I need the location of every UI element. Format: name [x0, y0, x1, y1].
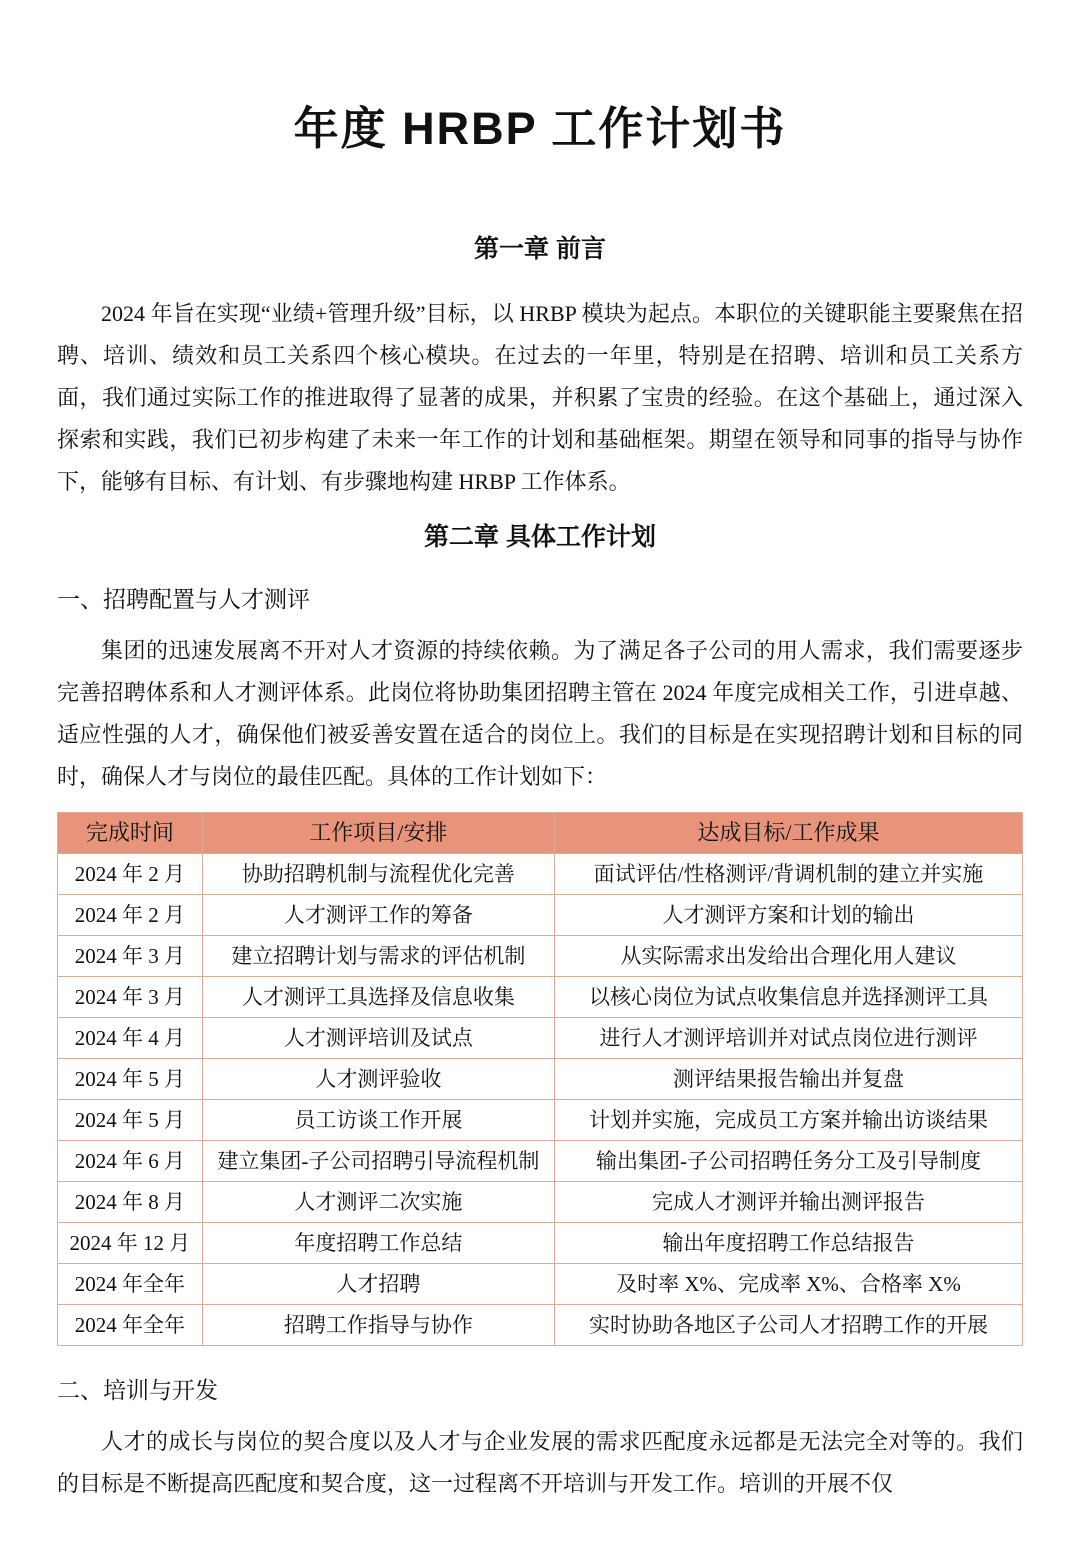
table-cell: 输出集团-子公司招聘任务分工及引导制度 — [554, 1141, 1022, 1182]
table-header-cell: 完成时间 — [58, 813, 203, 854]
table-cell: 及时率 X%、完成率 X%、合格率 X% — [554, 1264, 1022, 1305]
table-cell: 员工访谈工作开展 — [202, 1100, 554, 1141]
table-row — [58, 895, 1023, 936]
table-cell: 测评结果报告输出并复盘 — [554, 1059, 1022, 1100]
table-cell: 招聘工作指导与协作 — [202, 1305, 554, 1346]
table-row — [58, 854, 1023, 895]
table-cell: 2024 年 4 月 — [58, 1018, 203, 1059]
table-cell: 人才测评工具选择及信息收集 — [202, 977, 554, 1018]
chapter1-paragraph: 2024 年旨在实现“业绩+管理升级”目标，以 HRBP 模块为起点。本职位的关键职能主要聚焦在招聘、培训、绩效和员工关系四个核心模块。在过去的一年里，特别是在招聘、培训和员工关系方面，我们通过实际工作的推进取得了显著的成果，并积累了宝贵的经验。在这个基础上，通过深入探索和实践，我们已初步构建了未来一年工作的计划和基础框架。期望在领导和同事的指导与协作下，能够有目标、有计划、有步骤地构建 HRBP 工作体系。 — [57, 301, 1023, 494]
table-cell: 建立集团-子公司招聘引导流程机制 — [202, 1141, 554, 1182]
table-row — [58, 1264, 1023, 1305]
table-row — [58, 1141, 1023, 1182]
section1-heading: 一、招聘配置与人才测评 — [57, 587, 310, 612]
table-row — [58, 936, 1023, 977]
table-row — [58, 1223, 1023, 1264]
table-row — [58, 1018, 1023, 1059]
table-cell: 完成人才测评并输出测评报告 — [554, 1182, 1022, 1223]
table-body — [58, 854, 1023, 1346]
table-cell: 2024 年 5 月 — [58, 1059, 203, 1100]
table-cell: 2024 年全年 — [58, 1264, 203, 1305]
table-cell: 2024 年 8 月 — [58, 1182, 203, 1223]
table-header-cell: 达成目标/工作成果 — [554, 813, 1022, 854]
table-cell: 实时协助各地区子公司人才招聘工作的开展 — [554, 1305, 1022, 1346]
table-row — [58, 1100, 1023, 1141]
section1-paragraph: 集团的迅速发展离不开对人才资源的持续依赖。为了满足各子公司的用人需求，我们需要逐步完善招聘体系和人才测评体系。此岗位将协助集团招聘主管在 2024 年度完成相关工作，引进卓越、适应性强的人才，确保他们被妥善安置在适合的岗位上。我们的目标是在实现招聘计划和目标的同时，确保人才与岗位的最佳匹配。具体的工作计划如下： — [57, 638, 1023, 789]
table-cell: 人才测评验收 — [202, 1059, 554, 1100]
table-cell: 从实际需求出发给出合理化用人建议 — [554, 936, 1022, 977]
table-row — [58, 1059, 1023, 1100]
table-cell: 协助招聘机制与流程优化完善 — [202, 854, 554, 895]
table-cell: 2024 年 12 月 — [58, 1223, 203, 1264]
table-cell: 计划并实施，完成员工方案并输出访谈结果 — [554, 1100, 1022, 1141]
work-plan-table — [57, 812, 1023, 1346]
table-cell: 建立招聘计划与需求的评估机制 — [202, 936, 554, 977]
section2-paragraph: 人才的成长与岗位的契合度以及人才与企业发展的需求匹配度永远都是无法完全对等的。我们的目标是不断提高匹配度和契合度，这一过程离不开培训与开发工作。培训的开展不仅 — [57, 1429, 1023, 1496]
table-cell: 人才测评工作的筹备 — [202, 895, 554, 936]
table-row — [58, 1182, 1023, 1223]
table-cell: 以核心岗位为试点收集信息并选择测评工具 — [554, 977, 1022, 1018]
table-cell: 进行人才测评培训并对试点岗位进行测评 — [554, 1018, 1022, 1059]
table-cell: 人才招聘 — [202, 1264, 554, 1305]
table-cell: 人才测评方案和计划的输出 — [554, 895, 1022, 936]
table-cell: 人才测评二次实施 — [202, 1182, 554, 1223]
table-header-cell: 工作项目/安排 — [202, 813, 554, 854]
table-cell: 2024 年全年 — [58, 1305, 203, 1346]
section2-heading: 二、培训与开发 — [57, 1378, 218, 1403]
table-cell: 2024 年 6 月 — [58, 1141, 203, 1182]
table-cell: 2024 年 3 月 — [58, 977, 203, 1018]
table-cell: 2024 年 2 月 — [58, 854, 203, 895]
table-cell: 2024 年 3 月 — [58, 936, 203, 977]
document-title: 年度 HRBP 工作计划书 — [293, 103, 787, 154]
table-row — [58, 1305, 1023, 1346]
table-cell: 面试评估/性格测评/背调机制的建立并实施 — [554, 854, 1022, 895]
table-cell: 年度招聘工作总结 — [202, 1223, 554, 1264]
table-cell: 输出年度招聘工作总结报告 — [554, 1223, 1022, 1264]
table-cell: 2024 年 5 月 — [58, 1100, 203, 1141]
table-cell: 人才测评培训及试点 — [202, 1018, 554, 1059]
table-header-row — [58, 813, 1023, 854]
chapter1-heading: 第一章 前言 — [474, 235, 606, 263]
table-cell: 2024 年 2 月 — [58, 895, 203, 936]
chapter2-heading: 第二章 具体工作计划 — [424, 523, 656, 551]
table-row — [58, 977, 1023, 1018]
